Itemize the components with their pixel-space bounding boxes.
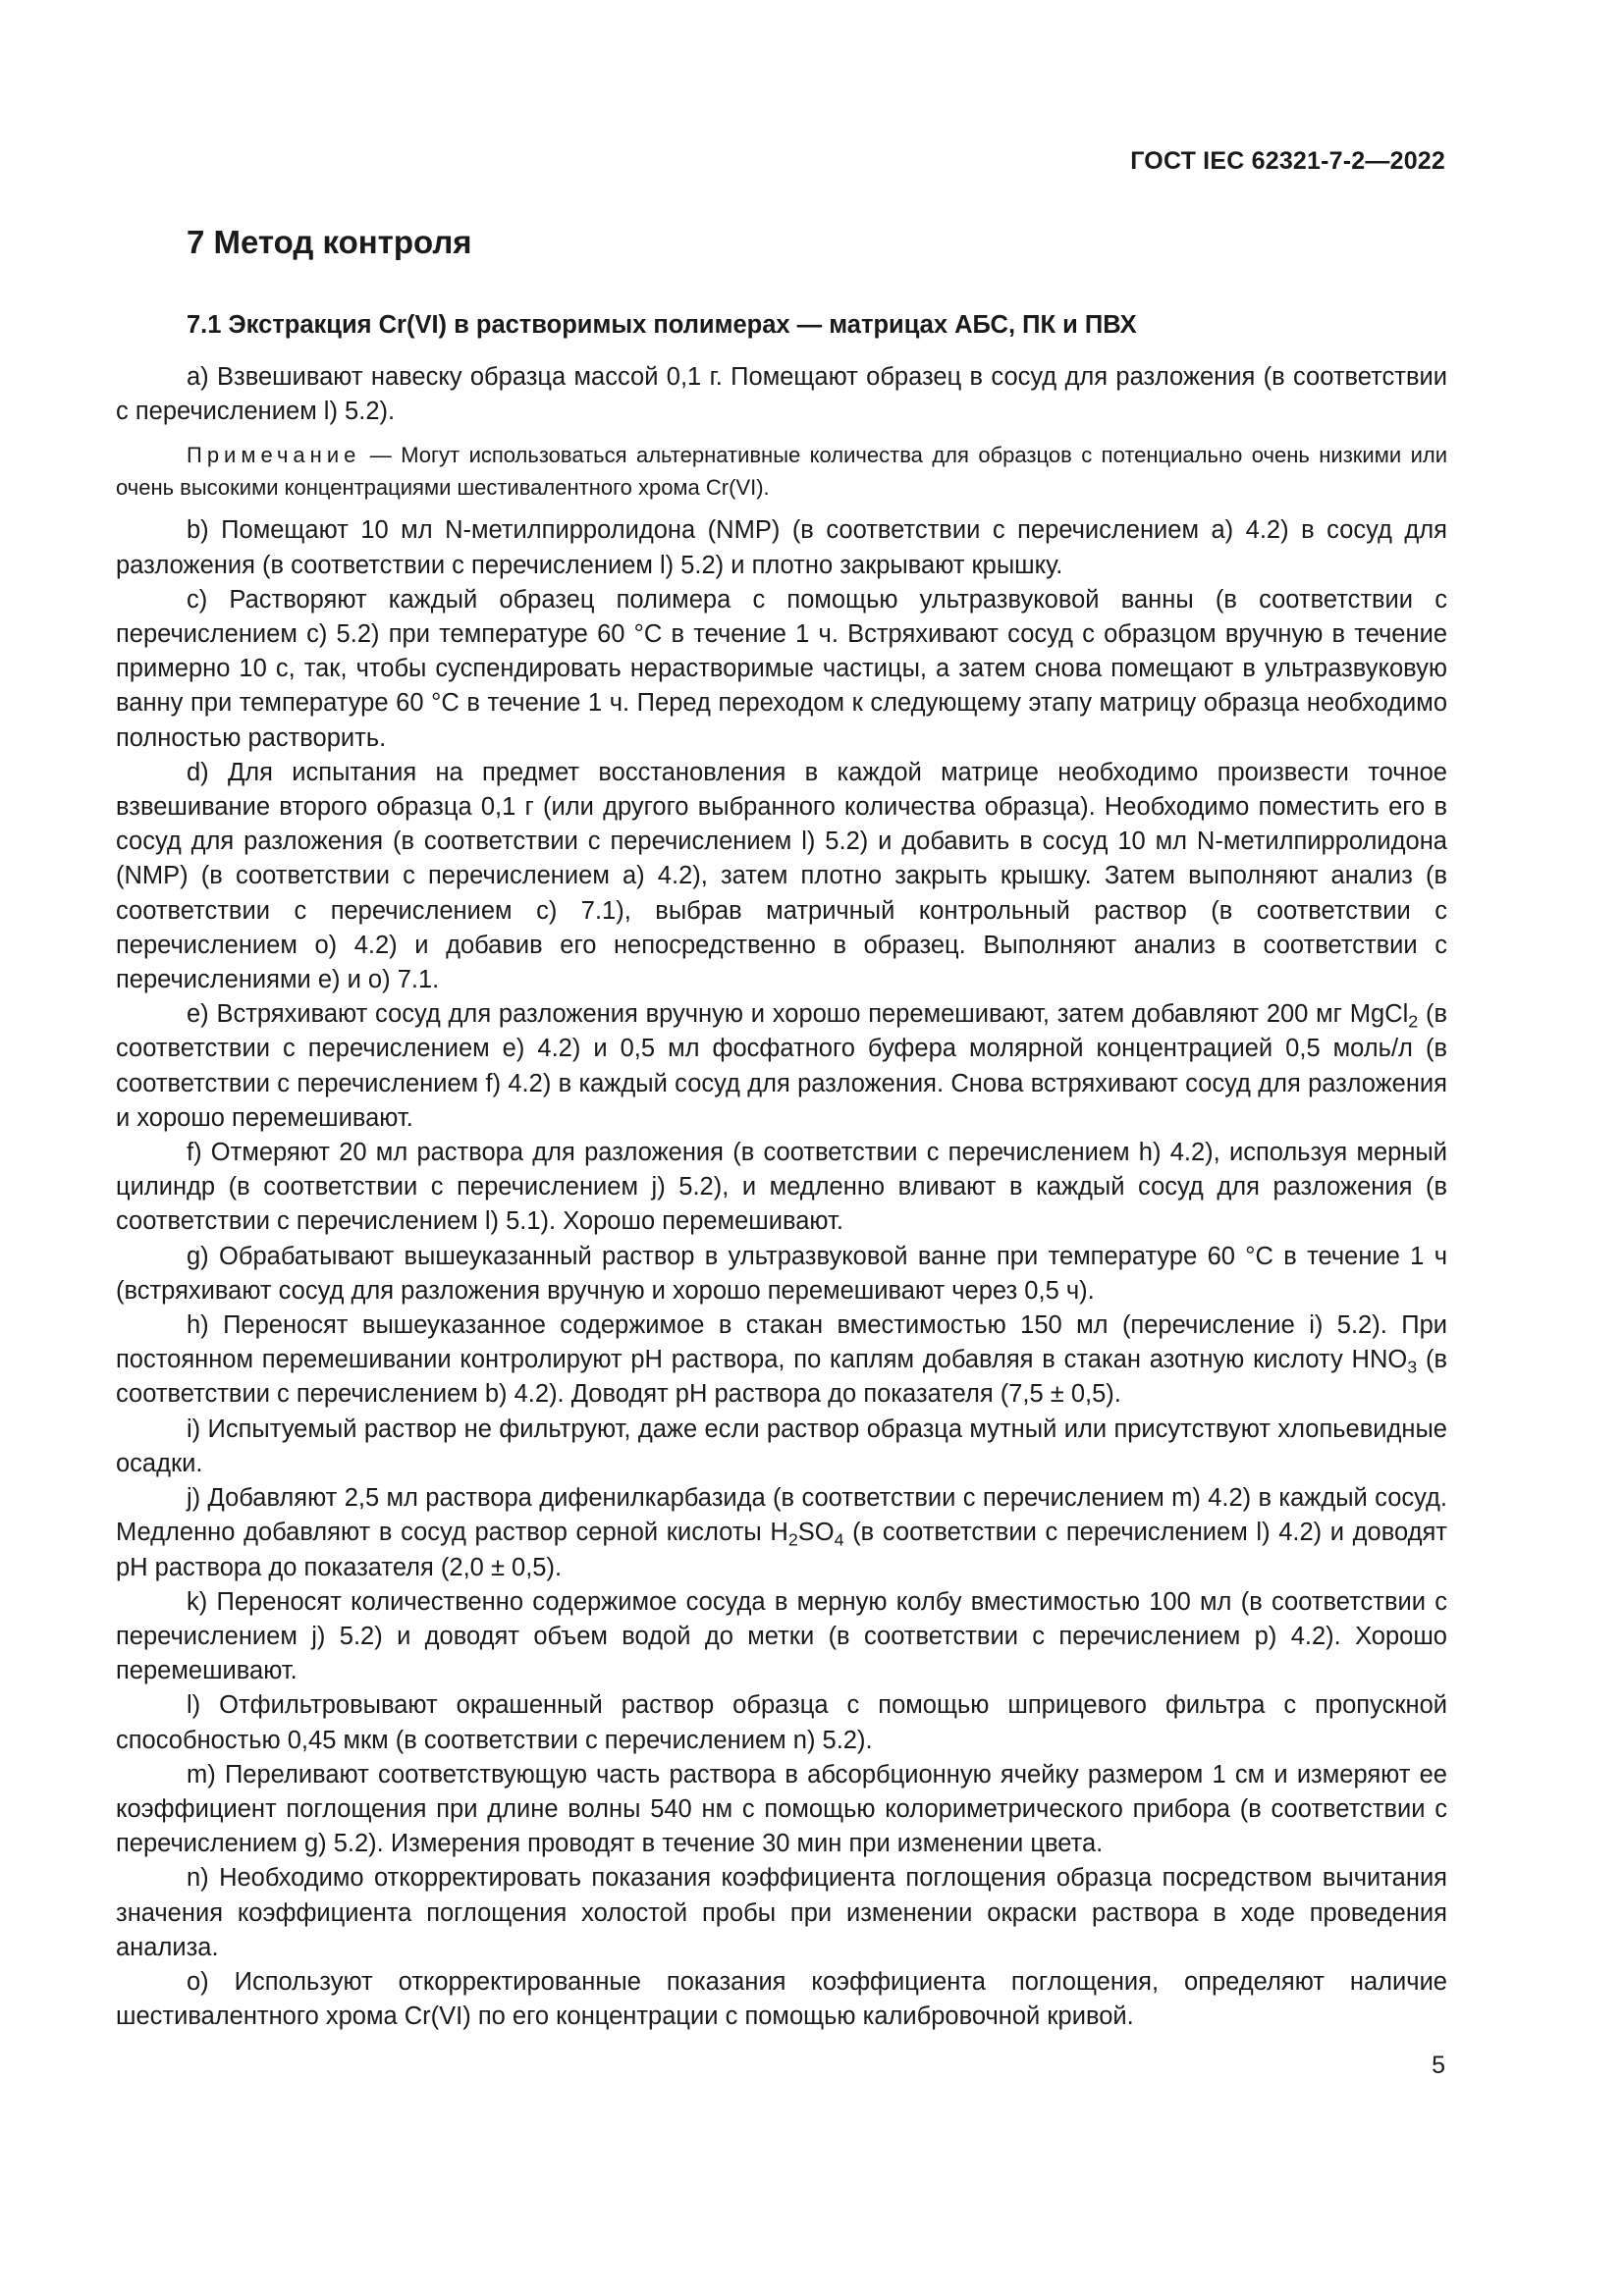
document-number: ГОСТ IEC 62321-7-2—2022 [1130, 147, 1445, 175]
paragraph-j [116, 1481, 1447, 1585]
paragraph-k: k) Переносят количественно содержимое сосуда в мерную колбу вместимостью 100 мл (в соответствии с перечислением j) 5.2) и доводят объем водой до метки (в соответствии с перечислением р) 4.2). Хорошо перемешивают. [116, 1587, 1447, 1685]
paragraph-j-text-cont: (в соответствии с перечислением l) 4.2) и доводят pH раствора до показателя (2,0 ± 0,5). [116, 1519, 1447, 1581]
subscript: 3 [1407, 1357, 1418, 1377]
paragraph-g: g) Обрабатывают вышеуказанный раствор в ультразвуковой ванне при температуре 60 °С в течение 1 ч (встряхивают сосуд для разложения вручную и хорошо перемешивают через 0,5 ч). [116, 1242, 1447, 1305]
paragraph-i: i) Испытуемый раствор не фильтруют, даже если раствор образца мутный или присутствуют хлопьевидные осадки. [116, 1415, 1447, 1477]
note-text: — Могут использоваться альтернативные количества для образцов с потенциально очень низкими или очень высокими концентрациями шестивалентного хрома Cr(VI). [116, 443, 1447, 501]
note [116, 439, 1447, 504]
paragraph-l: l) Отфильтровывают окрашенный раствор образца с помощью шприцевого фильтра с пропускной способностью 0,45 мкм (в соответствии с перечислением n) 5.2). [116, 1691, 1447, 1754]
paragraph-h [116, 1308, 1447, 1413]
paragraph-e-text-cont: (в соответствии с перечислением е) 4.2) и 0,5 мл фосфатного буфера молярной концентрацией 0,5 моль/л (в соответствии с перечислением f) 4.2) в каждый сосуд для разложения. Снова встряхивают сосуд для разложения и хорошо перемешивают. [116, 1000, 1447, 1132]
formula-part: SO [797, 1519, 835, 1547]
paragraph-n: n) Необходимо откорректировать показания коэффициента поглощения образца посредством вычитания значения коэффициента поглощения холостой пробы при изменении окраски раствора в ходе проведения анализа. [116, 1864, 1447, 1961]
paragraph-f: f) Отмеряют 20 мл раствора для разложения (в соответствии с перечислением h) 4.2), используя мерный цилиндр (в соответствии с перечислением j) 5.2), и медленно вливают в каждый сосуд для разложения (в соответствии с перечислением l) 5.1). Хорошо перемешивают. [116, 1139, 1447, 1236]
paragraph-a: а) Взвешивают навеску образца массой 0,1 г. Помещают образец в сосуд для разложения (в соответствии с перечислением l) 5.2). [116, 363, 1447, 426]
note-label: Примечание [187, 443, 361, 468]
paragraph-j-text: j) Добавляют 2,5 мл раствора дифенилкарбазида (в соответствии с перечислением m) 4.2) в каждый сосуд. Медленно добавляют в сосуд раствор серной кислоты H [116, 1484, 1447, 1547]
paragraph-h-text: h) Переносят вышеуказанное содержимое в стакан вместимостью 150 мл (перечисление i) 5.2). При постоянном перемешивании контролируют pH раствора, по каплям добавляя в стакан азотную кислоту HNO [116, 1311, 1447, 1374]
subscript: 2 [787, 1529, 798, 1550]
section-title: 7 Метод контроля [187, 224, 472, 260]
body-text [116, 360, 1447, 2034]
paragraph-h-text-cont: (в соответствии с перечислением b) 4.2). Доводят pH раствора до показателя (7,5 ± 0,5). [116, 1346, 1447, 1409]
subscript: 4 [834, 1529, 844, 1550]
subscript: 2 [1408, 1011, 1419, 1032]
paragraph-m: m) Переливают соответствующую часть раствора в абсорбционную ячейку размером 1 см и измеряют ее коэффициент поглощения при длине волны 540 нм с помощью колориметрического прибора (в соответствии с перечислением g) 5.2). Измерения проводят в течение 30 мин при изменении цвета. [116, 1760, 1447, 1858]
paragraph-c: c) Растворяют каждый образец полимера с помощью ультразвуковой ванны (в соответствии с перечислением с) 5.2) при температуре 60 °С в течение 1 ч. Встряхивают сосуд с образцом вручную в течение примерно 10 с, так, чтобы суспендировать нерастворимые частицы, а затем снова помещают в ультразвуковую ванну при температуре 60 °С в течение 1 ч. Перед переходом к следующему этапу матрицу образца необходимо полностью растворить. [116, 585, 1447, 752]
paragraph-e-text: е) Встряхивают сосуд для разложения вручную и хорошо перемешивают, затем добавляют 200 мг MgCl [187, 1000, 1409, 1029]
paragraph-o: о) Используют откорректированные показания коэффициента поглощения, определяют наличие шестивалентного хрома Cr(VI) по его концентрации с помощью калибровочной кривой. [116, 1967, 1447, 2031]
paragraph-e [116, 997, 1447, 1136]
subsection-title: 7.1 Экстракция Cr(VI) в растворимых полимерах — матрицах АБС, ПК и ПВХ [187, 311, 1137, 339]
paragraph-b: b) Помещают 10 мл N-метилпирролидона (NMP) (в соответствии с перечислением а) 4.2) в сосуд для разложения (в соответствии с перечислением l) 5.2) и плотно закрывают крышку. [116, 516, 1447, 579]
paragraph-d: d) Для испытания на предмет восстановления в каждой матрице необходимо произвести точное взвешивание второго образца 0,1 г (или другого выбранного количества образца). Необходимо поместить его в сосуд для разложения (в соответствии с перечислением l) 5.2) и добавить в сосуд 10 мл N-метилпирролидона (NMP) (в соответствии с перечислением а) 4.2), затем плотно закрыть крышку. Затем выполняют анализ (в соответствии с перечислением с) 7.1), выбрав матричный контрольный раствор (в соответствии с перечислением о) 4.2) и добавив его непосредственно в образец. Выполняют анализ в соответствии с перечислениями е) и о) 7.1. [116, 758, 1447, 994]
page-number: 5 [1432, 2052, 1445, 2079]
